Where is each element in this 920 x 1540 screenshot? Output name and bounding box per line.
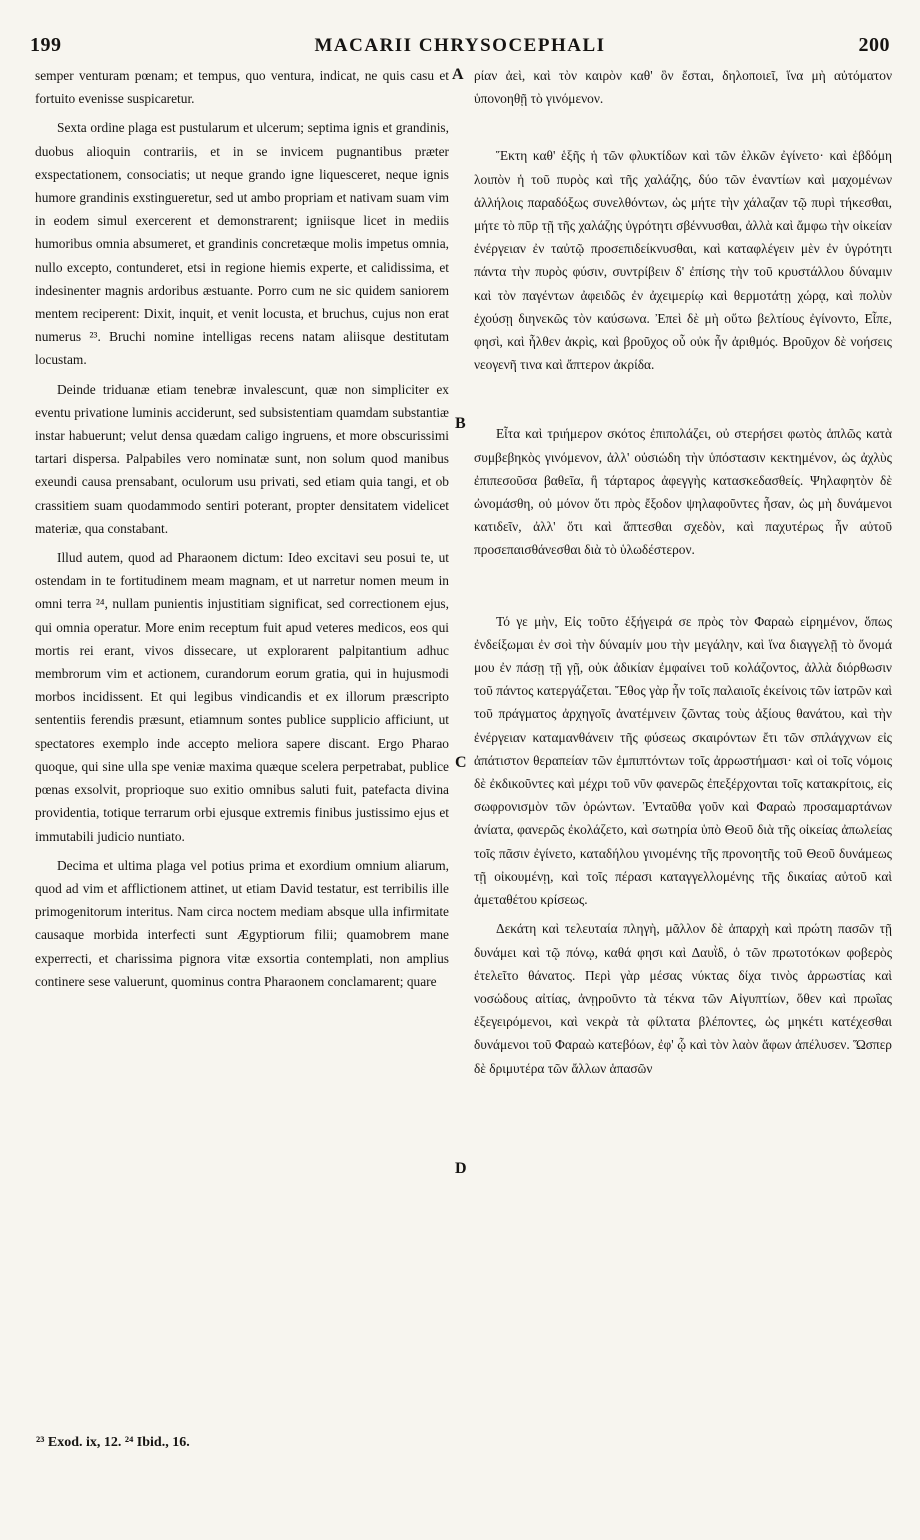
latin-paragraph-1: semper venturam pœnam; et tempus, quo ventura, indicat, ne quis casu et fortuito evenisse suspicaretur. xyxy=(35,68,449,107)
greek-column xyxy=(474,64,892,1080)
footnotes: ²³ Exod. ix, 12. ²⁴ Ibid., 16. xyxy=(36,1435,190,1450)
page-header xyxy=(30,34,890,64)
margin-marker-c: C xyxy=(455,754,467,771)
latin-paragraph-5: Decima et ultima plaga vel potius prima et exordium omnium aliarum, quod ad vim et afflictionem attinet, ut etiam David testatur, est terribilis ille primogenitorum interitus. Nam circa noctem mediam absque ulla infirmitate causaque morbida interfecti sunt Ægyptiorum filii; quamobrem mane experrecti, et charissima pignora vitæ exsortia contemplati, non amplius continere sese valuerunt, quominus contra Pharaonem conclamarent; quare xyxy=(35,857,449,989)
greek-paragraph-2: Ἕκτη καθ' ἑξῆς ἡ τῶν φλυκτίδων καὶ τῶν ἑλκῶν ἐγίνετο· καὶ ἑβδόμη λοιπὸν ἡ τοῦ πυρὸς καὶ τῆς χαλάζης, δύο τῶν ἐναντίων καὶ μαχομένων ἀλλήλοις παραδόξως συνελθόντων, ὡς μήτε τὴν χάλαζαν τῷ πυρὶ τήκεσθαι, μήτε τὸ πῦρ τῇ τῆς χαλάζης ὑγρότητι σβέννυσθαι, ἀλλὰ καὶ ἄμφω τὴν οἰκείαν ἐνέργειαν ἐν ταὐτῷ προσεπιδείκνυσθαι, καὶ καταφλέγειν μὲν ἐν ὑγρότητι πάντα τὴν πυρὸς φύσιν, συντρίβειν δ' ἐπίσης τὴν τοῦ κρυστάλλου δύναμιν καὶ τὸν παγέντων ἀφειδῶς ἐν ἀχειμερίῳ καὶ θερμοτάτῃ χώρᾳ, καὶ πολὺν ἐχούσῃ διηνεκῶς τὸν καύσωνα. Ἐπεὶ δὲ μὴ οὕτω βελτίους ἐγίνοντο, Εἶπε, φησὶ, καὶ ἦλθεν ἀκρὶς, καὶ βροῦχος οὗ οὐκ ἦν ἀριθμός. Βροῦχον δὲ νοήσεις νεογενῆ τινα καὶ ἄπτερον ἀκρίδα. xyxy=(474,148,892,373)
latin-paragraph-3: Deinde triduanæ etiam tenebræ invalescunt, quæ non simpliciter ex eventu privatione luminis acciderunt, sed subsistentiam quamdam substantiæ instar habuerunt; velut densa quædam caligo ingruens, et more obscurissimi tartari dispersa. Palpabiles vero nominatæ sunt, non solum quod manibus exeundi causa prensabant, oculorum usu privati, sed etiam quia tangi, et ob crassitiem suam quodammodo sentiri poterant, propter densitatem videlicet materiæ, qua constabant. xyxy=(35,381,449,536)
greek-paragraph-1: ρίαν ἀεὶ, καὶ τὸν καιρὸν καθ' ὃν ἔσται, δηλοποιεῖ, ἵνα μὴ αὐτόματον ὑπονοηθῇ τὸ γινόμενον. xyxy=(474,68,892,107)
right-page-number: 200 xyxy=(858,34,890,56)
margin-marker-d: D xyxy=(455,1160,467,1177)
margin-marker-b: B xyxy=(455,415,466,432)
latin-column xyxy=(35,64,449,993)
latin-paragraph-2: Sexta ordine plaga est pustularum et ulcerum; septima ignis et grandinis, duobus alioquin contrariis, et in se invicem pugnantibus præter exspectationem, consociatis; ut neque grando igne liquesceret, neque ignis humore grandinis exstingueretur, sed ut ambo propriam et nativam suam vim in eodem simul exercerent et demonstrarent; igniisque licet in mediis humoribus omnia absumeret, et grandinis concretæque molis impetus omnia, nullo excepto, contunderet, etsi in regione hiemis experte, et calidissima, et indesinenter magnis ardoribus æstuante. Porro cum ne sic quidem saniorem mentem reciperent: Dixit, inquit, et venit locusta, et bruchus, cujus non erat numerus ²³. Bruchi nomine intelligas recens natam aliisque destitutam locustam. xyxy=(35,120,449,368)
greek-paragraph-5: Δεκάτη καὶ τελευταία πληγὴ, μᾶλλον δὲ ἀπαρχὴ καὶ πρώτη πασῶν τῇ δυνάμει καὶ τῷ πόνῳ, καθά φησι καὶ Δαυῒδ, ὁ τῶν πρωτοτόκων φοβερὸς ἐτελεῖτο θάνατος. Περὶ γὰρ μέσας νύκτας δίχα τινὸς ἀρρωστίας καὶ νοσώδους αἰτίας, ἀνῃροῦντο τὰ τέκνα τῶν Αἰγυπτίων, ὅθεν καὶ πρωΐας ἐξεγειρόμενοι, καὶ νεκρὰ τὰ φίλτατα βλέποντες, ὡς μηκέτι κατέχεσθαι δυνάμενοι τοῦ Φαραὼ κατεβόων, ἐφ' ᾧ καὶ τὸν λαὸν ἄφων ἀπέλυσεν. Ὥσπερ δὲ δριμυτέρα τῶν ἄλλων ἁπασῶν xyxy=(474,921,892,1076)
greek-paragraph-3: Εἶτα καὶ τριήμερον σκότος ἐπιπολάζει, οὐ στερήσει φωτὸς ἁπλῶς κατὰ συμβεβηκὸς γινόμενον, ἀλλ' οὐσιώδη τὴν ὑπόστασιν κεκτημένον, ὡς ἀχλὺς ἐπιπεσοῦσα βαθεῖα, ἢ τάρταρος ἀφεγγὴς κατασκεδασθείς. Ψηλαφητὸν δὲ ὠνομάσθη, οὐ μόνον ὅτι πρὸς ἔξοδον ψηλαφοῦντες ἦσαν, ὡς μὴ δυνάμενοι κατιδεῖν, ἀλλ' ὅτι καὶ ἅπτεσθαι σχεδὸν, καὶ παχυτέρως ἦν αὐτοῦ προσεπαισθάνεσθαι διὰ τὸ ὑλωδέστερον. xyxy=(474,426,892,558)
latin-paragraph-4: Illud autem, quod ad Pharaonem dictum: Ideo excitavi seu posui te, ut ostendam in te fortitudinem meam magnam, et ut narretur nomen meum in omni terra ²⁴, nullam punientis injustitiam significat, sed correctionem ejus, qui omnia operatur. More enim receptum fuit apud veteres medicos, eos qui mortis rei erant, vivos dissecare, ut explorarent palpitantium adhuc membrorum vim et actionem, curandorum eorum gratia, qui in hujusmodi morbos incidissent. Et qui legibus vindicandis et ex illorum præscripto sententiis ferendis præsunt, etiamnum sontes publice supplicio afficiunt, ut spectatores exemplo inde accepto meliora sapere discant. Ergo Pharao quoque, qui sine ulla spe veniæ maxima quæque scelera perpetrabat, publice pœnas exsolvit, proprioque suo exitio omnibus saluti fuit, patefacta divina providentia, totique terrarum orbi ejusque extremis finibus justissimo ejus et immutabili judicio nuntiato. xyxy=(35,550,449,844)
running-title: MACARII CHRYSOCEPHALI xyxy=(314,35,606,56)
left-page-number: 199 xyxy=(30,34,62,56)
greek-paragraph-4: Τό γε μὴν, Εἰς τοῦτο ἐξήγειρά σε πρὸς τὸν Φαραὼ εἰρημένον, ὅπως ἐνδείξωμαι ἐν σοὶ τὴν δύναμίν μου τὴν μεγάλην, καὶ ἵνα διαγγελῇ τὸ ὄνομά μου ἐν πάσῃ τῇ γῇ, οὐκ ἀδικίαν ἐμφαίνει τοῦ κολάζοντος, ἀλλὰ διόρθωσιν τοῦ πάντος κατεργάζεται. Ἔθος γὰρ ἦν τοῖς παλαιοῖς ἐκείνοις τῶν ἰατρῶν καὶ τοῦ πράγματος ἀρχηγοῖς ἀνατέμνειν ζῶντας τοὺς ἀξίους θανάτου, καὶ τὴν ἐνέργειαν καταμανθάνειν τῆς φύσεως σκαιρόντων ἔτι τῶν σπλάγχνων εἰς ἀπάτιστον θεραπείαν τῶν ἐμπιπτόντων τοῖς ἀρρωστήμασι· καὶ οἱ τοῖς νόμοις δὲ ἐκδικοῦντες καὶ μέχρι τοῦ νῦν φανερῶς ἐπεξέρχονται τοῖς κατακρίτοις, εἰς σωφρονισμὸν τῶν ὁρώντων. Ἐνταῦθα γοῦν καὶ Φαραὼ προσαμαρτάνων ἀνίατα, φανερῶς ἐκολάζετο, καὶ σωτηρία ὑπὸ Θεοῦ διὰ τῆς οἰκείας ἀπωλείας τοῖς πᾶσιν ἐγίνετο, καταδήλου γινομένης τῆς προνοητῆς τοῦ Θεοῦ δυνάμεως τῇ οἰκουμένῃ, καὶ τοῖς πέρασι καταγγελλομένης τῆς δικαίας αὐτοῦ καὶ ἀμεταθέτου κρίσεως. xyxy=(474,613,892,908)
margin-marker-a: A xyxy=(452,66,464,83)
